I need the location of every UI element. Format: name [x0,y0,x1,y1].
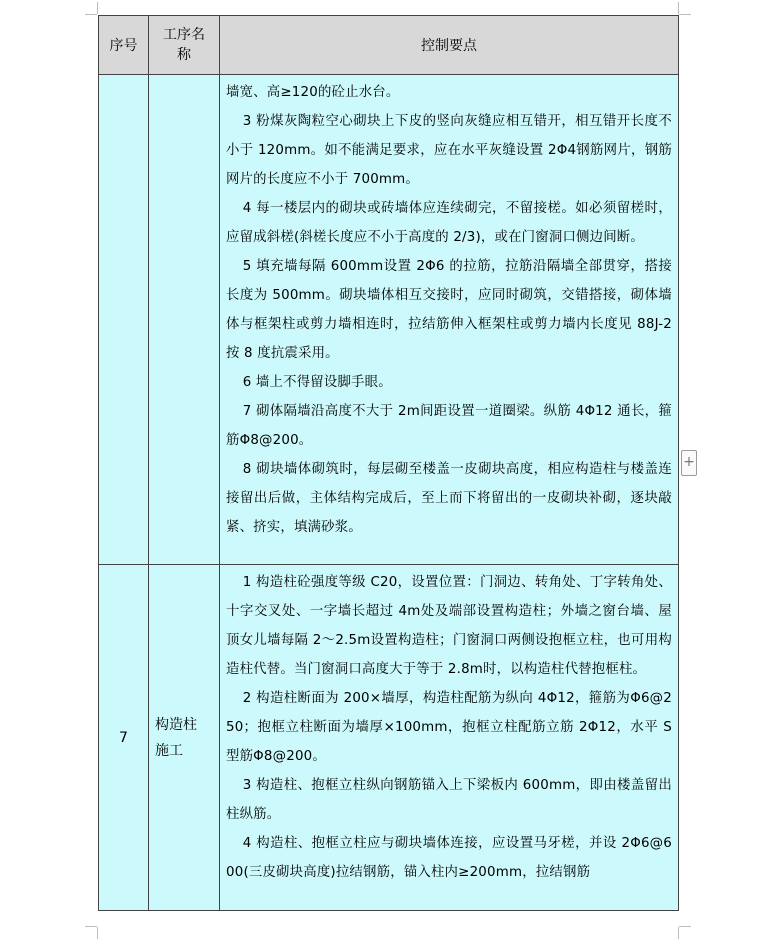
control-point-paragraph: 3 粉煤灰陶粒空心砌块上下皮的竖向灰缝应相互错开，相互错开长度不小于 120mm。如不能满足要求，应在水平灰缝设置 2Φ4钢筋网片，钢筋网片的长度应不小于 700mm。 [226,114,672,187]
table-row [99,75,679,565]
header-process-name-line1: 工序名 [163,27,205,43]
row-process-name-cell [149,565,220,911]
construction-control-table [98,15,679,911]
crop-mark-top-right-h [679,14,691,15]
header-control-points: 控制要点 [220,16,679,75]
row-control-points-cell [220,565,679,911]
control-point-paragraph: 6 墙上不得留设脚手眼。 [242,375,392,390]
control-point-paragraph: 4 每一楼层内的砌块或砖墙体应连续砌完，不留接槎。如必须留槎时，应留成斜槎(斜槎长度应不小于高度的 2/3)，或在门窗洞口侧边间断。 [226,201,672,245]
crop-mark-top-left-h [85,14,97,15]
control-point-paragraph: 4 构造柱、抱框立柱应与砌块墙体连接，应设置马牙槎，并设 2Φ6@600(三皮砌块高度)拉结钢筋，锚入柱内≥200mm，拉结钢筋 [226,836,672,880]
control-point-paragraph: 2 构造柱断面为 200×墙厚，构造柱配筋为纵向 4Φ12，箍筋为Φ6@250；抱框立柱断面为墙厚×100mm，抱框立柱配筋立筋 2Φ12，水平 S 型筋Φ8@200。 [226,691,672,764]
crop-mark-top-right-v [678,2,679,14]
row-process-name-line1: 构造柱 [155,716,197,733]
control-point-paragraph: 3 构造柱、抱框立柱纵向钢筋锚入上下梁板内 600mm，即由楼盖留出柱纵筋。 [226,778,672,822]
control-point-paragraph: 1 构造柱砼强度等级 C20，设置位置：门洞边、转角处、丁字转角处、十字交叉处、一字墙长超过 4m处及端部设置构造柱；外墙之窗台墙、屋顶女儿墙每隔 2～2.5m设置构造柱；门窗洞口两侧设抱框立柱，也可用构造柱代替。当门窗洞口高度大于等于 2.8m时，以构造柱代替抱框柱。 [226,575,672,677]
row-control-points-cell [220,75,679,565]
control-point-paragraph: 8 砌块墙体砌筑时，每层砌至楼盖一皮砌块高度，相应构造柱与楼盖连接留出后做，主体结构完成后，至上而下将留出的一皮砌块补砌，逐块敲紧、挤实，填满砂浆。 [226,462,672,535]
row-seq-cell: 7 [99,565,149,911]
row-seq-cell [99,75,149,565]
crop-mark-bottom-left-v [97,927,98,939]
header-process-name-line2: 称 [177,47,191,63]
crop-mark-top-left-v [97,2,98,14]
control-point-paragraph: 7 砌体隔墙沿高度不大于 2m间距设置一道圈梁。纵筋 4Φ12 通长，箍筋Φ8@200。 [226,404,672,448]
crop-mark-bottom-left-h [85,926,97,927]
crop-mark-bottom-right-v [678,927,679,939]
row-process-name-cell [149,75,220,565]
control-point-paragraph: 5 填充墙每隔 600mm设置 2Φ6 的拉筋，拉筋沿隔墙全部贯穿，搭接长度为 500mm。砌块墙体相互交接时，应同时砌筑，交错搭接，砌体墙体与框架柱或剪力墙相连时，拉结筋伸入框架柱或剪力墙内长度见 88J-2 按 8 度抗震采用。 [226,259,672,361]
table-row [99,565,679,911]
header-process-name [149,16,220,75]
crop-mark-bottom-right-h [679,926,691,927]
row-process-name-line2: 施工 [155,742,183,759]
control-point-paragraph: 墙宽、高≥120的砼止水台。 [226,85,400,100]
table-header-row [99,16,679,75]
add-row-button[interactable]: + [681,450,697,476]
header-seq: 序号 [99,16,149,75]
